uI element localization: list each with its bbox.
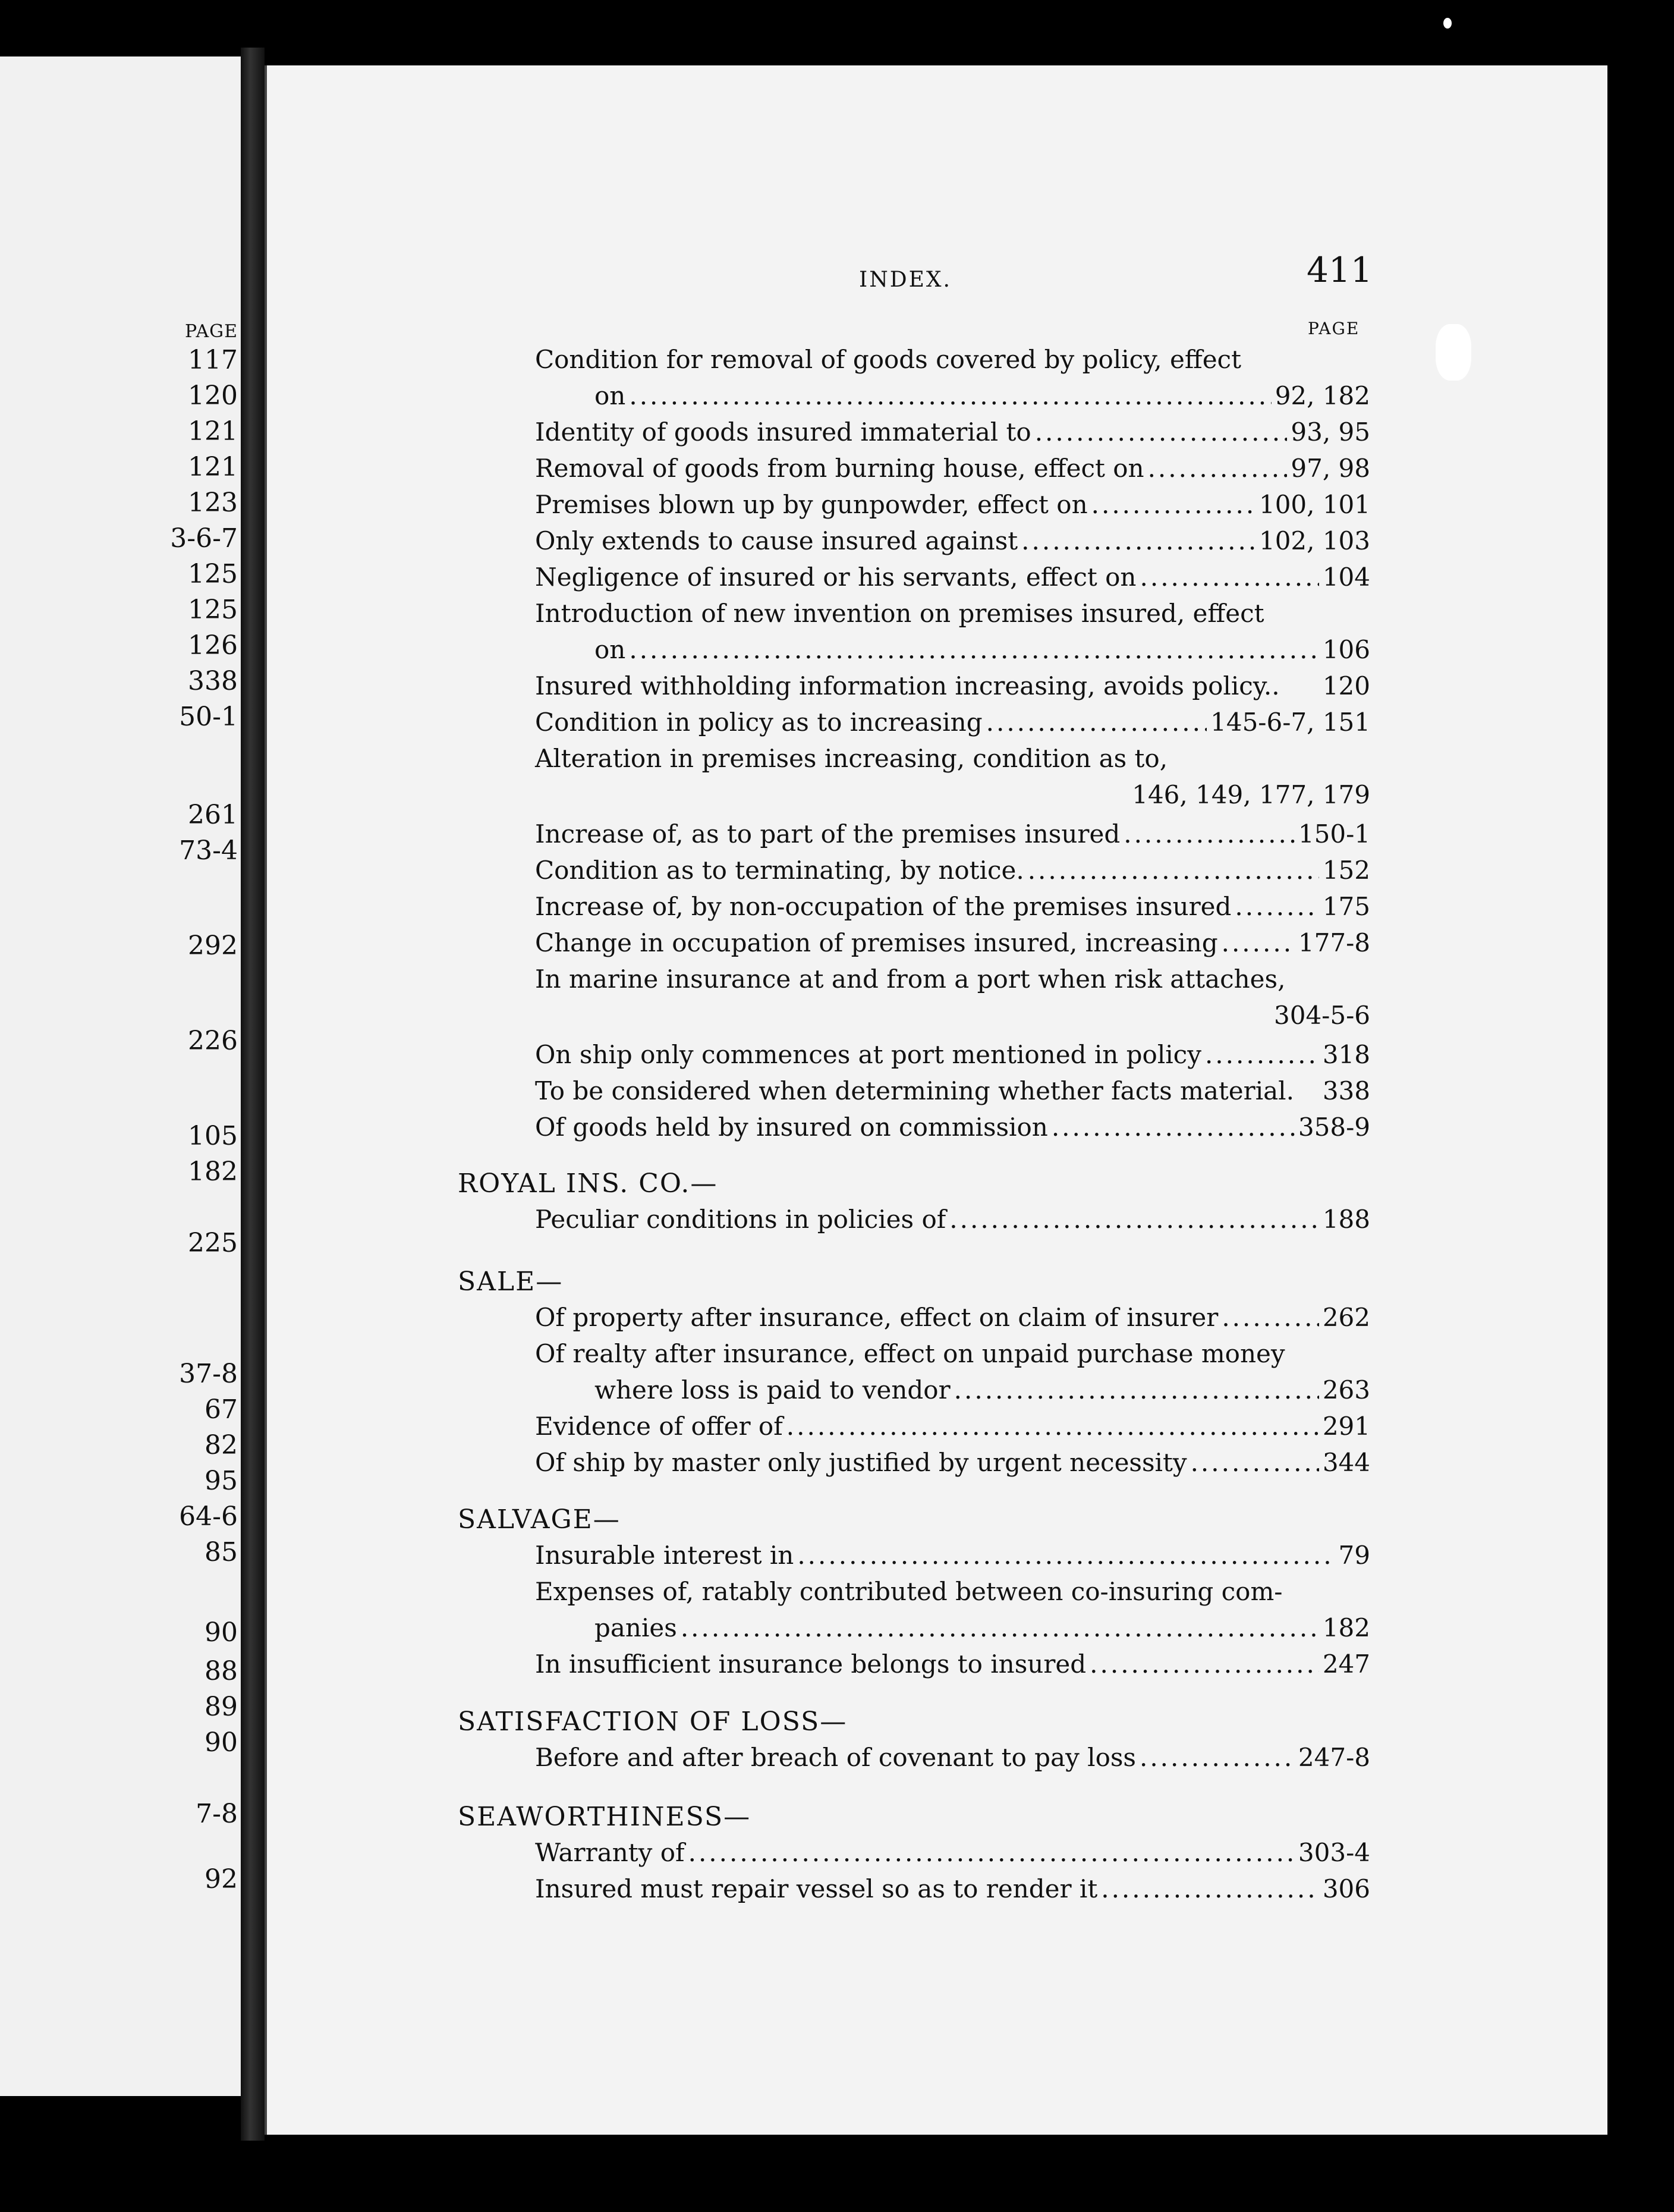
entry-text: Identity of goods insured immaterial to	[535, 417, 1031, 447]
index-entry	[535, 1838, 1370, 1867]
dot-leader	[949, 1205, 1319, 1234]
dot-leader	[1205, 1040, 1319, 1069]
section-heading: SALVAGE—	[458, 1504, 621, 1535]
entry-text: On ship only commences at port mentioned in policy	[535, 1040, 1201, 1069]
entry-text: Removal of goods from burning house, effect on	[535, 454, 1144, 483]
left-page-number: 82	[204, 1430, 238, 1460]
entry-text: Warranty of	[535, 1838, 685, 1867]
left-page-number: 7-8	[196, 1799, 238, 1829]
book-gutter	[241, 48, 265, 2141]
entry-text: Peculiar conditions in policies of	[535, 1205, 946, 1234]
entry-text: on	[594, 381, 626, 410]
dot-leader	[1222, 928, 1295, 957]
index-entry	[535, 1874, 1370, 1903]
entry-text: Condition in policy as to increasing	[535, 708, 983, 737]
entry-page-ref: 263	[1322, 1375, 1370, 1405]
index-entry	[535, 1113, 1370, 1142]
left-page-number: 117	[188, 345, 238, 375]
index-entry	[535, 1743, 1370, 1772]
index-entry	[535, 671, 1370, 700]
entry-text: Alteration in premises increasing, condition as to,	[535, 744, 1168, 773]
left-page-number: 88	[204, 1656, 238, 1686]
section-heading: SEAWORTHINESS—	[458, 1802, 751, 1832]
entry-text: Evidence of offer of	[535, 1412, 783, 1441]
index-entry	[535, 1649, 1370, 1679]
left-page-number: 89	[204, 1692, 238, 1722]
left-page-number: 123	[188, 488, 238, 518]
left-page-number: 50-1	[179, 702, 238, 732]
index-entry	[535, 1412, 1370, 1441]
dot-leader	[1035, 417, 1288, 447]
entry-text: Of property after insurance, effect on claim of insurer	[535, 1303, 1219, 1332]
page-column-label: PAGE	[1308, 319, 1360, 338]
entry-page-ref: 177-8	[1298, 928, 1370, 957]
entry-text: Negligence of insured or his servants, effect on	[535, 563, 1137, 592]
dot-leader	[1191, 1448, 1319, 1477]
index-entry	[535, 819, 1370, 849]
entry-page-ref: 102, 103	[1258, 526, 1370, 555]
dot-leader	[681, 1613, 1319, 1642]
index-entry	[535, 1076, 1370, 1105]
entry-page-ref: 338	[1322, 1076, 1370, 1105]
left-page-number: 37-8	[179, 1359, 238, 1389]
index-entry	[535, 708, 1370, 737]
entry-page-ref: 262	[1322, 1303, 1370, 1332]
paper-blemish	[1436, 324, 1471, 381]
dot-leader	[1052, 1113, 1295, 1142]
entry-page-ref: 188	[1322, 1205, 1370, 1234]
left-page-number: 90	[204, 1617, 238, 1648]
entry-text: In insufficient insurance belongs to insured	[535, 1649, 1087, 1679]
left-page-number: 90	[204, 1727, 238, 1758]
left-page-number: 338	[188, 666, 238, 696]
index-entry	[535, 1303, 1370, 1332]
entry-text: To be considered when determining whether facts material.	[535, 1076, 1294, 1105]
entry-text: where loss is paid to vendor	[594, 1375, 951, 1405]
left-page-number: 120	[188, 381, 238, 411]
entry-text: Change in occupation of premises insured, increasing	[535, 928, 1218, 957]
dot-leader	[786, 1412, 1319, 1441]
left-page-number: 182	[188, 1157, 238, 1187]
entry-text: Expenses of, ratably contributed between co-insuring com-	[535, 1577, 1283, 1606]
dot-leader	[1101, 1874, 1319, 1903]
entry-page-ref: 358-9	[1298, 1113, 1370, 1142]
entry-text: Before and after breach of covenant to pay loss	[535, 1743, 1136, 1772]
dot-leader	[1222, 1303, 1319, 1332]
film-speck	[1443, 18, 1452, 29]
entry-text: Of goods held by insured on commission	[535, 1113, 1048, 1142]
section-heading: SATISFACTION OF LOSS—	[458, 1707, 848, 1737]
left-page-number: 121	[188, 452, 238, 482]
left-page-number: 105	[188, 1121, 238, 1151]
index-entry	[535, 454, 1370, 483]
left-page-number: 95	[204, 1466, 238, 1496]
index-entry	[535, 1040, 1370, 1069]
index-entry	[535, 1448, 1370, 1477]
page-title: INDEX.	[859, 268, 952, 292]
entry-text: panies	[594, 1613, 677, 1642]
left-page-number: 226	[188, 1026, 238, 1056]
entry-text: Condition for removal of goods covered by policy, effect	[535, 345, 1241, 374]
dot-leader	[954, 1375, 1319, 1405]
entry-page-ref: 104	[1322, 563, 1370, 592]
index-entry	[535, 526, 1370, 555]
dot-leader	[1140, 1743, 1295, 1772]
dot-leader	[1091, 490, 1256, 519]
entry-page-refs: 146, 149, 177, 179	[1132, 780, 1370, 809]
entry-text: Insured withholding information increasing, avoids policy..	[535, 671, 1280, 700]
entry-text: Premises blown up by gunpowder, effect on	[535, 490, 1088, 519]
entry-page-ref: 92, 182	[1275, 381, 1370, 410]
entry-page-ref: 247-8	[1298, 1743, 1370, 1772]
entry-page-ref: 120	[1322, 671, 1370, 700]
page-number: 411	[1307, 250, 1373, 290]
left-page-number: 73-4	[179, 835, 238, 866]
left-page-number: 64-6	[179, 1501, 238, 1532]
dot-leader	[1028, 856, 1319, 885]
dot-leader	[1021, 526, 1256, 555]
left-page-number: 225	[188, 1228, 238, 1258]
section-heading: SALE—	[458, 1267, 564, 1297]
index-entry	[535, 856, 1370, 885]
index-entry	[535, 1205, 1370, 1234]
entry-page-ref: 97, 98	[1291, 454, 1370, 483]
left-page-number: 92	[204, 1864, 238, 1894]
index-entry	[535, 892, 1370, 921]
entry-text: on	[594, 635, 626, 664]
entry-page-ref: 182	[1322, 1613, 1370, 1642]
entry-page-ref: 145-6-7, 151	[1210, 708, 1370, 737]
dot-leader	[629, 635, 1319, 664]
entry-page-ref: 291	[1322, 1412, 1370, 1441]
entry-page-refs: 304-5-6	[1274, 1001, 1370, 1030]
dot-leader	[1235, 892, 1319, 921]
index-entry	[594, 381, 1370, 410]
entry-page-ref: 344	[1322, 1448, 1370, 1477]
dot-leader	[1124, 819, 1295, 849]
entry-page-ref: 93, 95	[1291, 417, 1370, 447]
dot-leader	[1140, 563, 1319, 592]
left-page-number: 3-6-7	[170, 523, 238, 554]
section-heading: ROYAL INS. CO.—	[458, 1168, 718, 1199]
dot-leader	[797, 1541, 1335, 1570]
entry-text: Only extends to cause insured against	[535, 526, 1018, 555]
entry-text: Condition as to terminating, by notice.	[535, 856, 1024, 885]
entry-page-ref: 247	[1322, 1649, 1370, 1679]
entry-text: Increase of, by non-occupation of the premises insured	[535, 892, 1232, 921]
left-page-column-label: PAGE	[185, 321, 238, 342]
entry-page-ref: 303-4	[1298, 1838, 1370, 1867]
entry-page-ref: 306	[1322, 1874, 1370, 1903]
dot-leader	[629, 381, 1271, 410]
entry-text: Insurable interest in	[535, 1541, 794, 1570]
entry-text: Insured must repair vessel so as to render it	[535, 1874, 1098, 1903]
dot-leader	[986, 708, 1207, 737]
left-page-number: 67	[204, 1394, 238, 1425]
entry-page-ref: 150-1	[1298, 819, 1370, 849]
left-page-number: 261	[188, 800, 238, 830]
index-entry	[535, 928, 1370, 957]
entry-text: Introduction of new invention on premises insured, effect	[535, 599, 1264, 628]
entry-page-ref: 100, 101	[1258, 490, 1370, 519]
entry-page-ref: 318	[1322, 1040, 1370, 1069]
entry-text: Of realty after insurance, effect on unpaid purchase money	[535, 1339, 1285, 1368]
index-entry	[535, 490, 1370, 519]
entry-page-ref: 106	[1322, 635, 1370, 664]
entry-text: Of ship by master only justified by urgent necessity	[535, 1448, 1187, 1477]
entry-page-ref: 152	[1322, 856, 1370, 885]
left-page-number: 85	[204, 1537, 238, 1567]
index-entry	[535, 1541, 1370, 1570]
entry-text: Increase of, as to part of the premises insured	[535, 819, 1121, 849]
left-page-number: 125	[188, 595, 238, 625]
dot-leader	[1090, 1649, 1319, 1679]
left-page-number: 125	[188, 559, 238, 589]
index-entry	[535, 417, 1370, 447]
left-page-number: 126	[188, 630, 238, 661]
left-page-number: 121	[188, 416, 238, 447]
left-page-number: 292	[188, 931, 238, 961]
index-entry	[594, 1375, 1370, 1405]
dot-leader	[688, 1838, 1295, 1867]
index-entry	[535, 563, 1370, 592]
entry-text: In marine insurance at and from a port when risk attaches,	[535, 964, 1286, 994]
dot-leader	[1148, 454, 1288, 483]
entry-page-ref: 79	[1338, 1541, 1370, 1570]
index-entry	[594, 1613, 1370, 1642]
index-entry	[594, 635, 1370, 664]
entry-page-ref: 175	[1322, 892, 1370, 921]
